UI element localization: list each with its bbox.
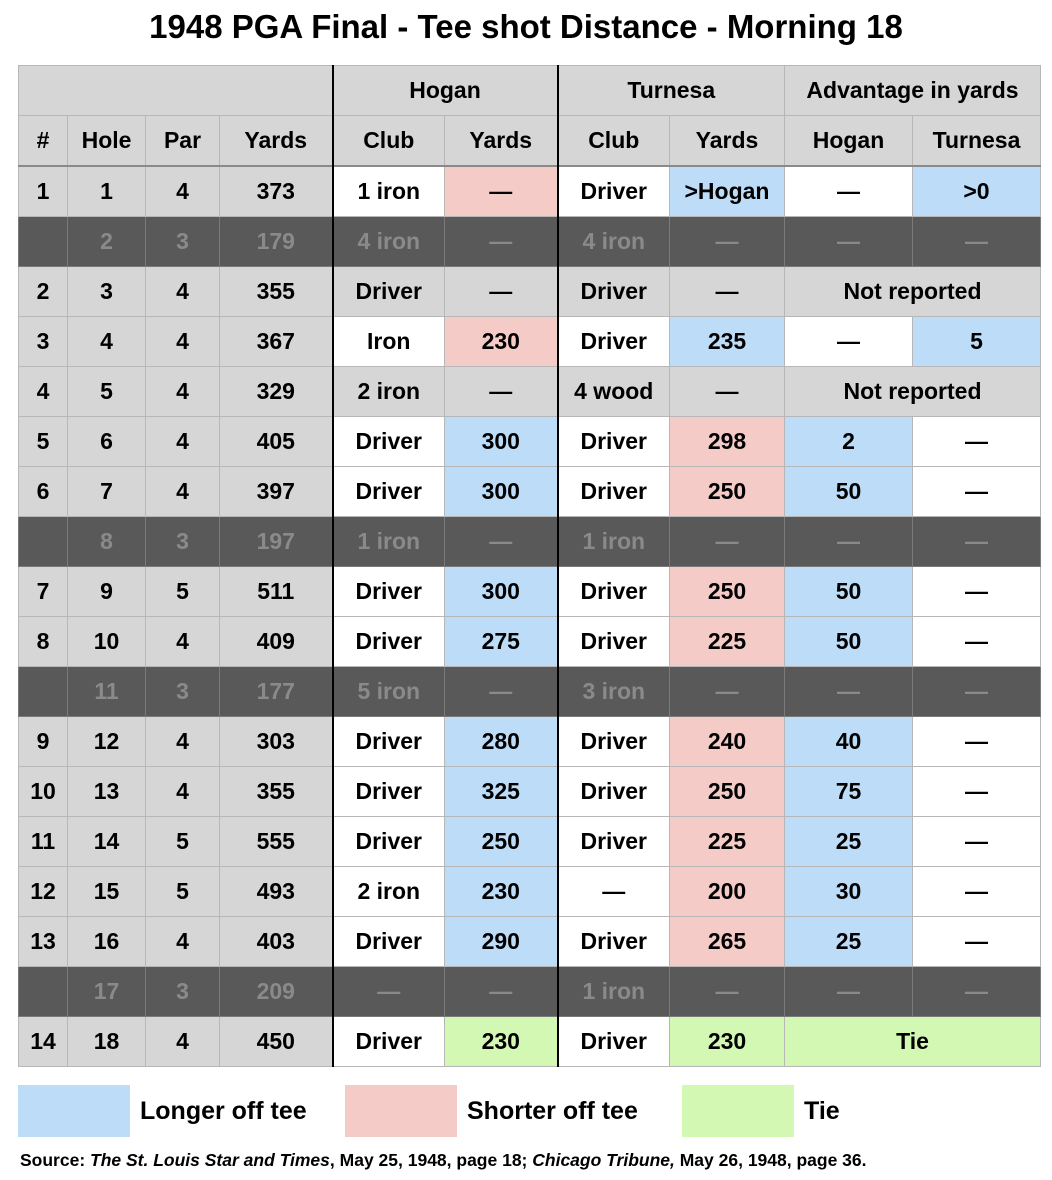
cell-adv-hogan: 25 <box>785 817 913 867</box>
cell-par: 4 <box>146 717 220 767</box>
cell-par: 5 <box>146 867 220 917</box>
cell-turnesa-yards: 250 <box>670 567 785 617</box>
cell-hole: 13 <box>68 767 146 817</box>
cell-hogan-club: Iron <box>333 317 445 367</box>
cell-turnesa-yards: — <box>670 267 785 317</box>
cell-hogan-yards: 290 <box>445 917 558 967</box>
cell-par: 3 <box>146 967 220 1017</box>
header-turnesa-yards: Yards <box>670 116 785 167</box>
header-adv-hogan: Hogan <box>785 116 913 167</box>
cell-hogan-club: 4 iron <box>333 217 445 267</box>
cell-yards: 511 <box>220 567 333 617</box>
cell-turnesa-yards: 298 <box>670 417 785 467</box>
cell-yards: 197 <box>220 517 333 567</box>
source-detail-2: May 26, 1948, page 36. <box>674 1150 867 1170</box>
cell-hole: 15 <box>68 867 146 917</box>
cell-adv-turnesa: — <box>913 417 1041 467</box>
cell-par: 4 <box>146 917 220 967</box>
cell-turnesa-club: 4 iron <box>558 217 670 267</box>
cell-adv-turnesa: — <box>913 917 1041 967</box>
cell-num: 11 <box>19 817 68 867</box>
legend-tie-label: Tie <box>804 1097 840 1125</box>
source-detail-1: , May 25, 1948, page 18; <box>329 1150 533 1170</box>
tee-shot-table <box>18 65 1041 1067</box>
cell-num: 9 <box>19 717 68 767</box>
cell-num <box>19 667 68 717</box>
cell-yards: 355 <box>220 767 333 817</box>
cell-hole: 5 <box>68 367 146 417</box>
column-header-row <box>19 116 1041 167</box>
cell-turnesa-club: 4 wood <box>558 367 670 417</box>
cell-par: 3 <box>146 667 220 717</box>
cell-turnesa-club: Driver <box>558 717 670 767</box>
cell-par: 4 <box>146 367 220 417</box>
cell-num: 12 <box>19 867 68 917</box>
cell-adv-turnesa: — <box>913 517 1041 567</box>
cell-hogan-yards: — <box>445 217 558 267</box>
cell-hogan-yards: 300 <box>445 467 558 517</box>
header-par: Par <box>146 116 220 167</box>
cell-yards: 397 <box>220 467 333 517</box>
cell-adv-hogan: — <box>785 667 913 717</box>
cell-hogan-club: 2 iron <box>333 367 445 417</box>
cell-num: 3 <box>19 317 68 367</box>
header-hogan-yards: Yards <box>445 116 558 167</box>
cell-turnesa-club: Driver <box>558 817 670 867</box>
cell-turnesa-club: Driver <box>558 917 670 967</box>
table-row <box>19 617 1041 667</box>
cell-hole: 10 <box>68 617 146 667</box>
table-row <box>19 166 1041 217</box>
header-num: # <box>19 116 68 167</box>
cell-adv-hogan: — <box>785 166 913 217</box>
cell-hogan-yards: 325 <box>445 767 558 817</box>
cell-num: 2 <box>19 267 68 317</box>
cell-par: 5 <box>146 567 220 617</box>
cell-adv-turnesa: 5 <box>913 317 1041 367</box>
cell-hogan-club: Driver <box>333 617 445 667</box>
cell-adv-hogan: 2 <box>785 417 913 467</box>
cell-par: 4 <box>146 1017 220 1067</box>
cell-num <box>19 967 68 1017</box>
cell-num: 7 <box>19 567 68 617</box>
cell-adv-turnesa: — <box>913 867 1041 917</box>
cell-yards: 373 <box>220 166 333 217</box>
table-row <box>19 917 1041 967</box>
header-yards: Yards <box>220 116 333 167</box>
cell-hogan-club: Driver <box>333 1017 445 1067</box>
source-publication-1: The St. Louis Star and Times <box>90 1150 330 1170</box>
cell-hogan-club: 5 iron <box>333 667 445 717</box>
cell-hogan-club: Driver <box>333 917 445 967</box>
cell-num: 13 <box>19 917 68 967</box>
cell-hole: 11 <box>68 667 146 717</box>
cell-adv-hogan: — <box>785 317 913 367</box>
cell-par: 4 <box>146 417 220 467</box>
cell-par: 4 <box>146 317 220 367</box>
cell-turnesa-club: Driver <box>558 467 670 517</box>
cell-turnesa-yards: 265 <box>670 917 785 967</box>
cell-adv-hogan: 50 <box>785 467 913 517</box>
legend <box>18 1085 1040 1137</box>
cell-hogan-yards: 300 <box>445 567 558 617</box>
cell-hogan-yards: 280 <box>445 717 558 767</box>
cell-hogan-yards: — <box>445 517 558 567</box>
cell-turnesa-club: 1 iron <box>558 967 670 1017</box>
cell-hogan-yards: — <box>445 367 558 417</box>
cell-hole: 8 <box>68 517 146 567</box>
cell-turnesa-club: — <box>558 867 670 917</box>
cell-adv-hogan: — <box>785 517 913 567</box>
cell-turnesa-yards: 240 <box>670 717 785 767</box>
turnesa-group-header: Turnesa <box>558 66 785 116</box>
cell-yards: 450 <box>220 1017 333 1067</box>
table-row <box>19 867 1041 917</box>
cell-adv-turnesa: >0 <box>913 166 1041 217</box>
cell-par: 3 <box>146 217 220 267</box>
cell-hogan-yards: — <box>445 967 558 1017</box>
legend-tie-swatch <box>682 1085 794 1137</box>
table-row-par3 <box>19 217 1041 267</box>
cell-turnesa-yards: 225 <box>670 617 785 667</box>
cell-par: 5 <box>146 817 220 867</box>
cell-num: 6 <box>19 467 68 517</box>
cell-hole: 3 <box>68 267 146 317</box>
cell-hogan-club: 1 iron <box>333 166 445 217</box>
cell-hole: 17 <box>68 967 146 1017</box>
cell-yards: 367 <box>220 317 333 367</box>
cell-hole: 16 <box>68 917 146 967</box>
cell-hogan-yards: 230 <box>445 1017 558 1067</box>
cell-hogan-club: Driver <box>333 467 445 517</box>
table-row <box>19 367 1041 417</box>
cell-hole: 1 <box>68 166 146 217</box>
page-title: 1948 PGA Final - Tee shot Distance - Morning 18 <box>149 8 903 45</box>
cell-num: 4 <box>19 367 68 417</box>
cell-turnesa-yards: 230 <box>670 1017 785 1067</box>
table-row <box>19 467 1041 517</box>
cell-yards: 209 <box>220 967 333 1017</box>
cell-hogan-club: 1 iron <box>333 517 445 567</box>
cell-hogan-club: Driver <box>333 717 445 767</box>
cell-num: 10 <box>19 767 68 817</box>
cell-yards: 329 <box>220 367 333 417</box>
cell-hole: 12 <box>68 717 146 767</box>
cell-turnesa-club: 3 iron <box>558 667 670 717</box>
cell-hogan-yards: — <box>445 667 558 717</box>
table-row <box>19 417 1041 467</box>
legend-longer-label: Longer off tee <box>140 1097 307 1125</box>
cell-num <box>19 217 68 267</box>
cell-turnesa-club: Driver <box>558 317 670 367</box>
cell-hogan-club: Driver <box>333 567 445 617</box>
cell-adv-note: Not reported <box>785 267 1041 317</box>
cell-yards: 177 <box>220 667 333 717</box>
cell-hole: 4 <box>68 317 146 367</box>
table-row <box>19 317 1041 367</box>
cell-adv-note: Not reported <box>785 367 1041 417</box>
cell-par: 4 <box>146 767 220 817</box>
cell-adv-hogan: 40 <box>785 717 913 767</box>
cell-hogan-club: Driver <box>333 767 445 817</box>
source-note <box>20 1148 867 1172</box>
cell-hogan-yards: — <box>445 166 558 217</box>
cell-adv-turnesa: — <box>913 667 1041 717</box>
cell-par: 3 <box>146 517 220 567</box>
cell-turnesa-yards: 250 <box>670 467 785 517</box>
cell-hogan-club: Driver <box>333 817 445 867</box>
cell-adv-hogan: 75 <box>785 767 913 817</box>
cell-hole: 18 <box>68 1017 146 1067</box>
cell-hogan-yards: 230 <box>445 867 558 917</box>
cell-num: 14 <box>19 1017 68 1067</box>
cell-num: 1 <box>19 166 68 217</box>
cell-yards: 405 <box>220 417 333 467</box>
cell-turnesa-club: Driver <box>558 617 670 667</box>
blank-header-cell <box>19 66 333 116</box>
cell-yards: 179 <box>220 217 333 267</box>
cell-adv-hogan: — <box>785 967 913 1017</box>
cell-adv-hogan: — <box>785 217 913 267</box>
cell-hole: 7 <box>68 467 146 517</box>
table-row-par3 <box>19 967 1041 1017</box>
cell-hogan-club: Driver <box>333 417 445 467</box>
cell-adv-hogan: 30 <box>785 867 913 917</box>
cell-hogan-yards: 230 <box>445 317 558 367</box>
cell-par: 4 <box>146 166 220 217</box>
table-row-par3 <box>19 517 1041 567</box>
cell-adv-hogan: 50 <box>785 567 913 617</box>
cell-hogan-yards: 275 <box>445 617 558 667</box>
table-row <box>19 717 1041 767</box>
cell-turnesa-club: Driver <box>558 767 670 817</box>
cell-num: 5 <box>19 417 68 467</box>
legend-shorter-swatch <box>345 1085 457 1137</box>
table-row <box>19 767 1041 817</box>
cell-num: 8 <box>19 617 68 667</box>
cell-turnesa-club: Driver <box>558 567 670 617</box>
cell-turnesa-yards: 225 <box>670 817 785 867</box>
cell-hogan-yards: 300 <box>445 417 558 467</box>
cell-hole: 9 <box>68 567 146 617</box>
cell-adv-turnesa: — <box>913 617 1041 667</box>
cell-adv-hogan: 25 <box>785 917 913 967</box>
cell-turnesa-club: 1 iron <box>558 517 670 567</box>
table-row <box>19 267 1041 317</box>
cell-yards: 355 <box>220 267 333 317</box>
cell-hogan-club: Driver <box>333 267 445 317</box>
cell-yards: 403 <box>220 917 333 967</box>
cell-turnesa-yards: 200 <box>670 867 785 917</box>
cell-hole: 2 <box>68 217 146 267</box>
legend-longer-swatch <box>18 1085 130 1137</box>
table-row <box>19 817 1041 867</box>
cell-par: 4 <box>146 467 220 517</box>
group-header-row <box>19 66 1041 116</box>
cell-adv-hogan: 50 <box>785 617 913 667</box>
header-hogan-club: Club <box>333 116 445 167</box>
table-row-par3 <box>19 667 1041 717</box>
cell-hole: 6 <box>68 417 146 467</box>
cell-adv-turnesa: — <box>913 717 1041 767</box>
cell-hogan-yards: — <box>445 267 558 317</box>
source-publication-2: Chicago Tribune, <box>532 1150 675 1170</box>
cell-turnesa-club: Driver <box>558 267 670 317</box>
cell-hogan-club: — <box>333 967 445 1017</box>
cell-par: 4 <box>146 267 220 317</box>
cell-turnesa-yards: 235 <box>670 317 785 367</box>
cell-turnesa-yards: — <box>670 667 785 717</box>
header-hole: Hole <box>68 116 146 167</box>
header-turnesa-club: Club <box>558 116 670 167</box>
cell-hogan-club: 2 iron <box>333 867 445 917</box>
cell-yards: 303 <box>220 717 333 767</box>
cell-hole: 14 <box>68 817 146 867</box>
cell-hogan-yards: 250 <box>445 817 558 867</box>
cell-adv-turnesa: — <box>913 817 1041 867</box>
table-row <box>19 567 1041 617</box>
source-prefix: Source: <box>20 1150 91 1170</box>
cell-turnesa-club: Driver <box>558 417 670 467</box>
cell-turnesa-yards: — <box>670 967 785 1017</box>
cell-yards: 493 <box>220 867 333 917</box>
advantage-group-header: Advantage in yards <box>785 66 1041 116</box>
cell-yards: 409 <box>220 617 333 667</box>
cell-adv-turnesa: — <box>913 567 1041 617</box>
table-row <box>19 1017 1041 1067</box>
cell-turnesa-yards: >Hogan <box>670 166 785 217</box>
header-adv-turnesa: Turnesa <box>913 116 1041 167</box>
cell-adv-note: Tie <box>785 1017 1041 1067</box>
cell-turnesa-yards: — <box>670 367 785 417</box>
cell-turnesa-yards: 250 <box>670 767 785 817</box>
cell-adv-turnesa: — <box>913 217 1041 267</box>
cell-adv-turnesa: — <box>913 967 1041 1017</box>
cell-turnesa-yards: — <box>670 217 785 267</box>
cell-num <box>19 517 68 567</box>
cell-turnesa-yards: — <box>670 517 785 567</box>
cell-adv-turnesa: — <box>913 467 1041 517</box>
cell-par: 4 <box>146 617 220 667</box>
cell-yards: 555 <box>220 817 333 867</box>
legend-shorter-label: Shorter off tee <box>467 1097 638 1125</box>
cell-turnesa-club: Driver <box>558 1017 670 1067</box>
hogan-group-header: Hogan <box>333 66 558 116</box>
cell-adv-turnesa: — <box>913 767 1041 817</box>
cell-turnesa-club: Driver <box>558 166 670 217</box>
